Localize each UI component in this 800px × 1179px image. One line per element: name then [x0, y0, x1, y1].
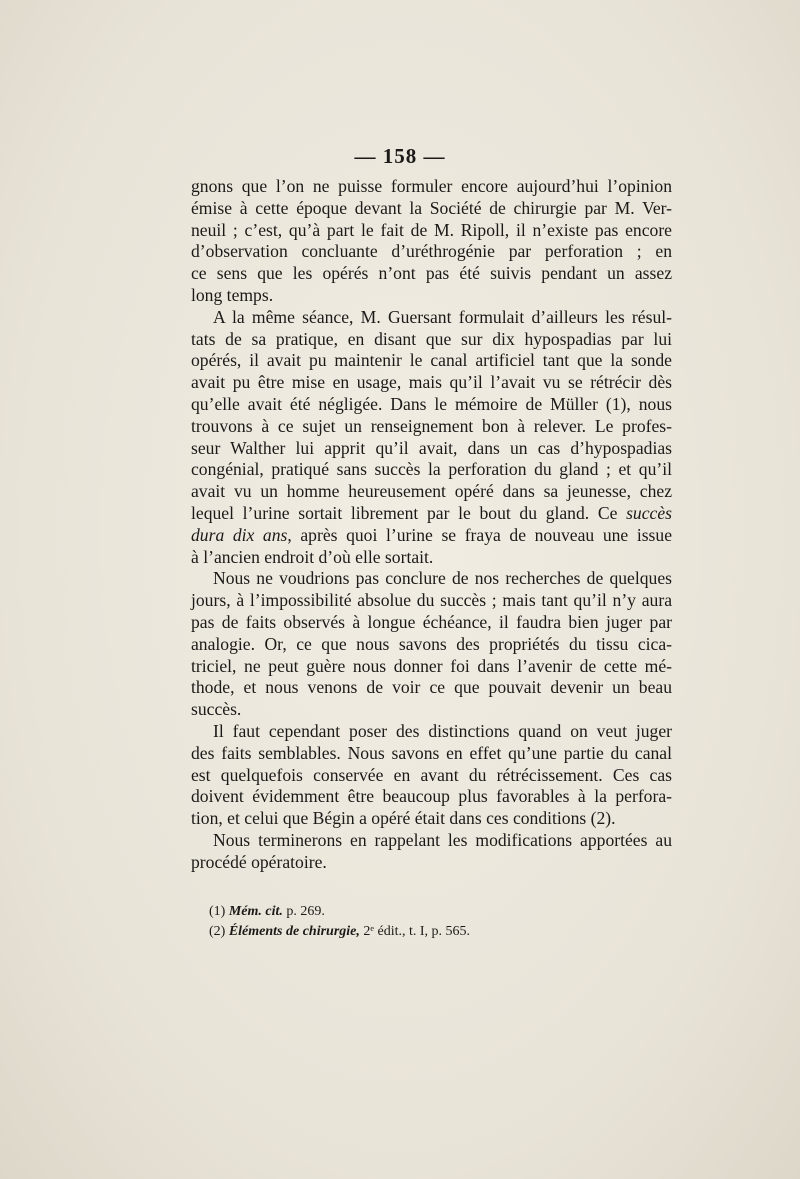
footnote-reference: Éléments de chirurgie,: [228, 924, 360, 939]
text-line: Nous ne voudrions pas conclure de nos recherches de quelques: [213, 568, 672, 589]
footnote-number: (2): [209, 924, 226, 939]
text-line: triciel, ne peut guère nous donner foi dans l’avenir de cette mé-: [191, 655, 672, 676]
text-line: neuil ; c’est, qu’à part le fait de M. Ripoll, il n’existe pas encore: [191, 219, 672, 240]
paragraph: [191, 307, 672, 569]
text-line: Nous terminerons en rappelant les modifications apportées au: [213, 829, 672, 850]
text-line: gnons que l’on ne puisse formuler encore aujourd’hui l’opinion: [191, 176, 672, 196]
italic-text: succès: [617, 502, 672, 523]
footnote-reference: Mém. cit.: [228, 904, 283, 919]
text-line: à l’ancien endroit d’où elle sortait.: [191, 546, 434, 567]
page-number: — 158 —: [354, 144, 446, 168]
text-line: ce sens que les opérés n’ont pas été suivis pendant un assez: [191, 263, 672, 284]
footnote-text: p. 269.: [282, 904, 325, 919]
footnote: [209, 922, 629, 942]
text-line: [191, 525, 672, 547]
paragraph: [191, 568, 672, 721]
paragraph: [191, 176, 672, 307]
text-line: des faits semblables. Nous savons en effet qu’une partie du canal: [191, 742, 672, 763]
text-line: procédé opératoire.: [191, 851, 327, 872]
text-segment: lequel l’urine sortait librement par le bout du gland. Ce: [191, 502, 618, 523]
footnote-text: 2ᵉ édit., t. I, p. 565.: [359, 924, 471, 939]
text-line: [191, 503, 672, 525]
paragraph: [191, 721, 672, 830]
text-line: avait pu être mise en usage, mais qu’il l’avait vu se rétrécir dès: [191, 372, 672, 393]
paragraph: [191, 830, 672, 874]
text-line: succès.: [191, 699, 242, 720]
text-line: d’observation concluante d’uréthrogénie par perforation ; en: [191, 241, 672, 262]
text-line: opérés, il avait pu maintenir le canal artificiel tant que la sonde: [191, 350, 672, 371]
text-segment: , après quoi l’urine se fraya de nouveau une issue: [287, 524, 673, 545]
text-line: tion, et celui que Bégin a opéré était dans ces conditions (2).: [191, 808, 616, 829]
footnote: [209, 902, 629, 922]
italic-text: dura dix ans: [191, 524, 288, 545]
body-text: [191, 176, 672, 874]
footnote-number: (1): [209, 904, 226, 919]
text-line: trouvons à ce sujet un renseignement bon à relever. Le profes-: [191, 415, 672, 436]
footnotes: [209, 902, 629, 942]
text-line: congénial, pratiqué sans succès la perforation du gland ; et qu’il: [191, 459, 672, 480]
text-line: doivent évidemment être beaucoup plus favorables à la perfora-: [191, 786, 672, 807]
text-line: A la même séance, M. Guersant formulait d’ailleurs les résul-: [213, 306, 672, 327]
text-line: Il faut cependant poser des distinctions quand on veut juger: [213, 720, 672, 741]
text-line: jours, à l’impossibilité absolue du succès ; mais tant qu’il n’y aura: [191, 590, 672, 611]
text-line: émise à cette époque devant la Société de chirurgie par M. Ver-: [191, 197, 672, 218]
text-line: analogie. Or, ce que nous savons des propriétés du tissu cica-: [191, 633, 672, 654]
text-line: avait vu un homme heureusement opéré dans sa jeunesse, chez: [191, 481, 672, 502]
text-line: seur Walther lui apprit qu’il avait, dans un cas d’hypospadias: [191, 437, 672, 458]
text-line: pas de faits observés à longue échéance, il faudra bien juger par: [191, 611, 672, 632]
text-line: est quelquefois conservée en avant du rétrécissement. Ces cas: [191, 764, 672, 785]
text-line: thode, et nous venons de voir ce que pouvait devenir un beau: [191, 677, 672, 698]
text-line: tats de sa pratique, en disant que sur dix hypospadias par lui: [191, 328, 672, 349]
text-line: long temps.: [191, 284, 274, 305]
text-line: qu’elle avait été négligée. Dans le mémoire de Müller (1), nous: [191, 393, 672, 414]
